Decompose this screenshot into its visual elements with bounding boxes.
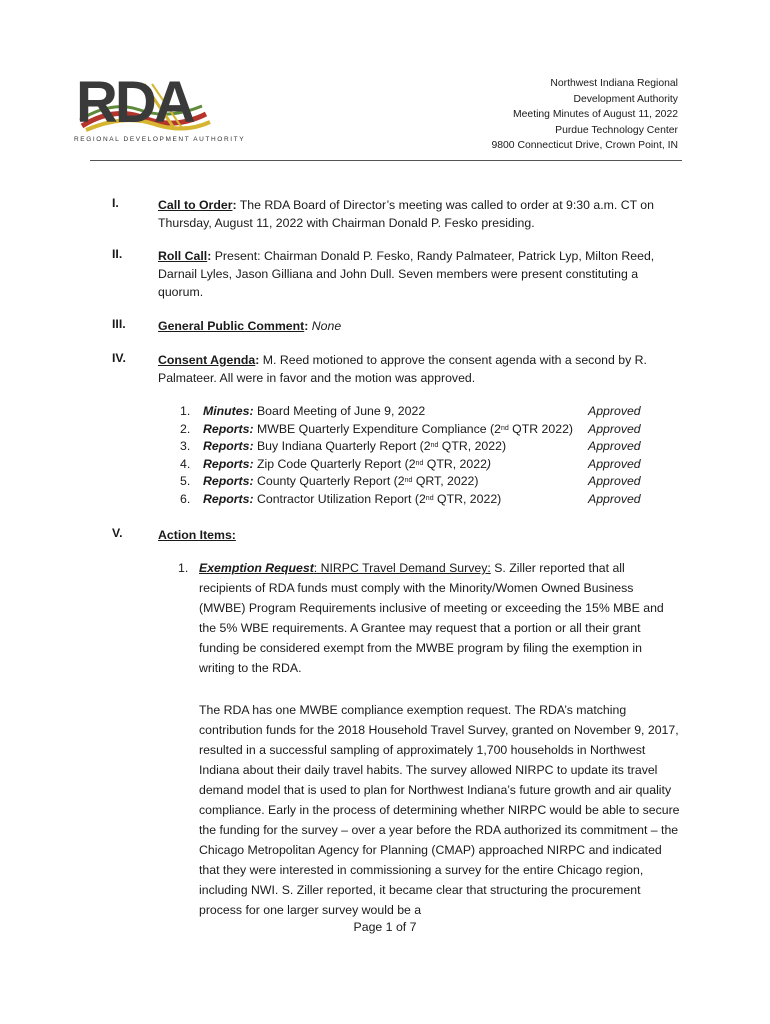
section-number: I. xyxy=(112,196,119,210)
item-label: Reports: xyxy=(203,474,254,488)
item-label: Reports: xyxy=(203,456,254,471)
item-number: 1. xyxy=(180,404,191,418)
item-sup: nd xyxy=(425,494,434,502)
section-body: M. Reed motioned to approve the consent agenda with a second by R. Palmateer. All were in favor and the motion was approved. xyxy=(158,353,647,385)
action-item-para2: The RDA has one MWBE compliance exemption request. The RDA’s matching contribution funds for the 2018 Household Travel Survey, granted on November 9, 2017, resulted in a successful sampling of approximately 1,700 households in Northwest Indiana about their daily travel habits. The survey allowed NIRPC to update its travel demand model that is used to plan for Northwest Indiana’s future growth and air quality compliance. Early in the process of determining whether NIRPC would be able to secure the funding for the survey – over a year before the RDA authorized its commitment – the Chicago Metropolitan Agency for Planning (CMAP) approached NIRPC and indicated that they were interested in commissioning a survey for the entire Chicago region, including NWI. S. Ziller reported, it became clear that structuring the procurement process for one larger survey would be a xyxy=(199,703,680,917)
item-desc-end: QTR, 2022) xyxy=(433,491,502,506)
item-sup: nd xyxy=(430,442,439,449)
consent-item xyxy=(180,438,650,456)
item-sup: nd xyxy=(404,477,413,484)
consent-list xyxy=(180,403,650,508)
item-label: Minutes: xyxy=(203,404,254,418)
header-line-5: 9800 Connecticut Drive, Crown Point, IN xyxy=(491,140,678,151)
item-text xyxy=(203,438,506,456)
header-address xyxy=(491,76,678,154)
rda-logo xyxy=(74,66,214,146)
section-body: None xyxy=(311,319,342,333)
section-heading: Call to Order xyxy=(158,198,233,212)
section-text: General Public Comment: None xyxy=(158,319,342,333)
consent-item xyxy=(180,421,650,439)
item-desc: MWBE Quarterly Expenditure Compliance (2 xyxy=(253,421,501,436)
section-text xyxy=(158,526,684,544)
section-text: Call to Order: The RDA Board of Director’s meeting was called to order at 9:30 a.m. CT on Thursday, August 11, 2022 with Chairman Donald P. Fesko presiding. xyxy=(158,198,654,230)
consent-item xyxy=(180,456,650,474)
item-desc: Contractor Utilization Report (2 xyxy=(253,491,426,506)
section-heading: Consent Agenda xyxy=(158,353,256,367)
item-label: Reports: xyxy=(203,439,254,453)
section-text: Roll Call: Present: Chairman Donald P. Fesko, Randy Palmateer, Patrick Lyp, Milton Reed, Darnail Lyles, Jason Gilliana and John Dull. Seven members were present constituting a quorum. xyxy=(158,249,655,299)
logo-subtitle: REGIONAL DEVELOPMENT AUTHORITY xyxy=(74,136,246,143)
item-label: Reports: xyxy=(203,421,254,436)
item-desc: County Quarterly Report (2 xyxy=(253,474,405,488)
item-number: 4. xyxy=(180,456,191,471)
item-desc: Buy Indiana Quarterly Report (2 xyxy=(253,439,431,453)
section-body: The RDA Board of Director’s meeting was called to order at 9:30 a.m. CT on Thursday, August 11, 2022 with Chairman Donald P. Fesko presiding. xyxy=(158,198,654,230)
item-number: 5. xyxy=(180,474,191,488)
consent-item xyxy=(180,403,650,421)
item-text xyxy=(203,456,491,474)
item-text xyxy=(203,473,478,491)
consent-item xyxy=(180,473,650,491)
item-desc-paren: ) xyxy=(486,456,492,471)
item-number: 6. xyxy=(180,491,191,506)
item-desc-end: QTR, 2022 xyxy=(423,456,487,471)
item-desc-end: QTR 2022) xyxy=(508,421,574,436)
item-sup: nd xyxy=(415,459,424,467)
section-number: III. xyxy=(112,317,126,331)
logo-letters: RDA xyxy=(76,70,193,135)
action-item-text xyxy=(199,558,679,678)
item-status: Approved xyxy=(588,421,641,436)
section-text: Consent Agenda: M. Reed motioned to approve the consent agenda with a second by R. Palmateer. All were in favor and the motion was approved. xyxy=(158,353,647,385)
header-line-3: Meeting Minutes of August 11, 2022 xyxy=(512,109,678,120)
item-number: 3. xyxy=(180,439,191,453)
action-item-title: : NIRPC Travel Demand Survey: xyxy=(313,561,491,575)
action-item-label: Exemption Request xyxy=(199,561,314,575)
item-status: Approved xyxy=(588,456,641,471)
header-line-1: Northwest Indiana Regional xyxy=(550,78,678,89)
section-body: Present: Chairman Donald P. Fesko, Randy Palmateer, Patrick Lyp, Milton Reed, Darnail Lyles, Jason Gilliana and John Dull. Seven members were present constituting a quorum. xyxy=(158,249,655,299)
item-sup: nd xyxy=(500,424,509,432)
page-number: Page 1 of 7 xyxy=(353,920,417,934)
item-status: Approved xyxy=(588,439,641,453)
rda-logo-graphic xyxy=(74,66,214,138)
section-number: V. xyxy=(112,526,123,540)
item-desc-end: QRT, 2022) xyxy=(412,474,479,488)
item-text xyxy=(203,421,573,439)
header-divider xyxy=(90,160,682,161)
action-item-para1: S. Ziller reported that all recipients of RDA funds must comply with the Minority/Women Owned Business (MWBE) Program Requirements inclusive of meeting or exceeding the 15% MBE and the 5% WBE requirements. A Grantee may request that a portion or all their grant funding be considered exempt from the MWBE program by filing the exemption in writing to the RDA. xyxy=(199,561,664,675)
section-heading: Action Items: xyxy=(158,528,236,542)
item-number: 2. xyxy=(180,421,191,436)
section-heading: General Public Comment xyxy=(158,319,305,333)
item-label: Reports: xyxy=(203,491,254,506)
item-text xyxy=(203,403,425,421)
item-number: 1. xyxy=(178,561,189,575)
item-desc: Zip Code Quarterly Report (2 xyxy=(253,456,416,471)
item-desc: Board Meeting of June 9, 2022 xyxy=(253,404,426,418)
consent-item xyxy=(180,491,650,509)
section-number: II. xyxy=(112,247,123,261)
item-status: Approved xyxy=(588,474,641,488)
item-desc-end: QTR, 2022) xyxy=(438,439,507,453)
header-line-4: Purdue Technology Center xyxy=(555,124,678,136)
section-heading: Roll Call xyxy=(158,249,208,263)
item-status: Approved xyxy=(588,491,641,506)
header-line-2: Development Authority xyxy=(573,93,678,105)
item-status: Approved xyxy=(588,404,641,418)
item-text xyxy=(203,491,501,509)
section-number: IV. xyxy=(112,351,126,365)
